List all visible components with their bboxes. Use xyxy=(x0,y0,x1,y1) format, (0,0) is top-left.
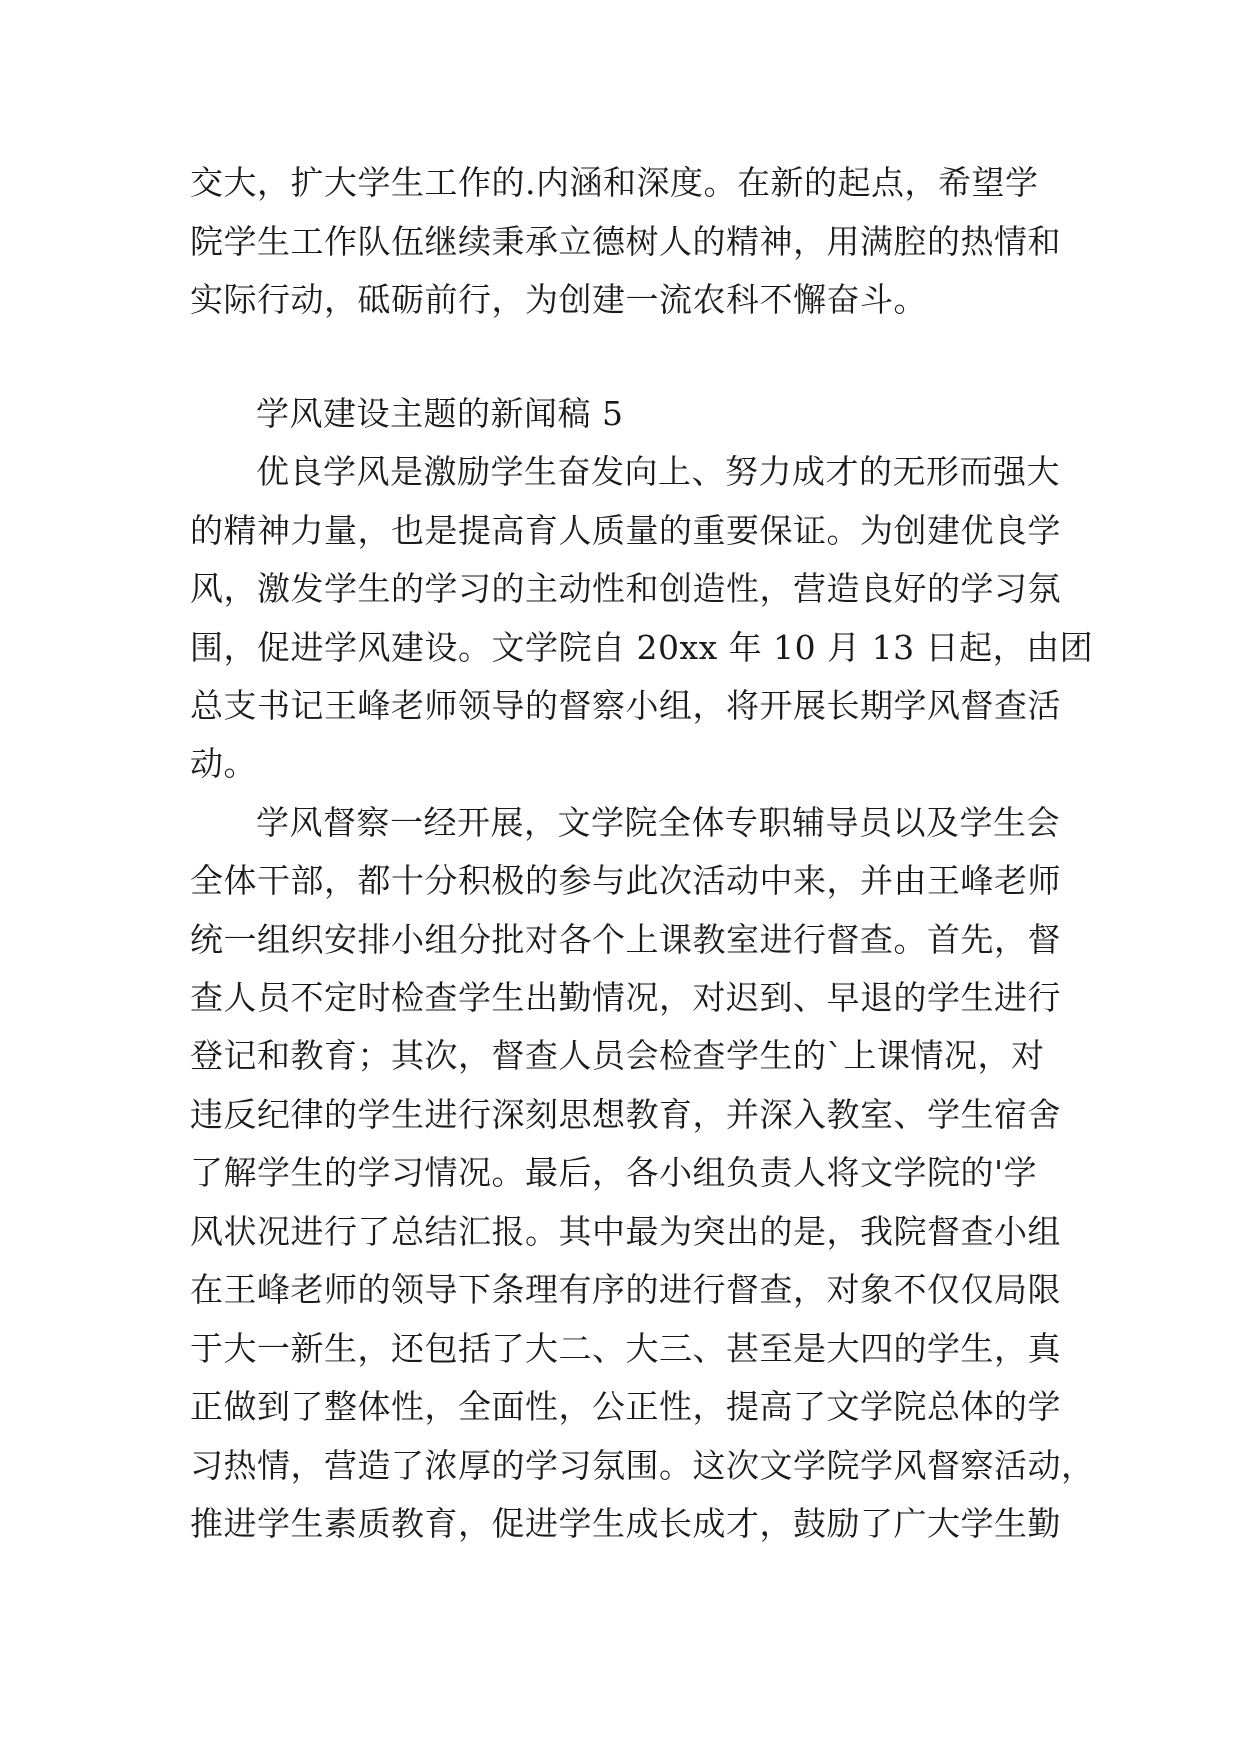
paragraph-2-line-6: 违反纪律的学生进行深刻思想教育，并深入教室、学生宿舍 xyxy=(190,1095,1061,1134)
continuation-line-1: 交大，扩大学生工作的.内涵和深度。在新的起点，希望学 xyxy=(190,163,1039,202)
paragraph-2-line-10: 于大一新生，还包括了大二、大三、甚至是大四的学生，真 xyxy=(190,1329,1061,1368)
paragraph-2-line-3: 统一组织安排小组分批对各个上课教室进行督查。首先，督 xyxy=(190,920,1061,959)
paragraph-1-line-4: 围，促进学风建设。文学院自 20xx 年 10 月 13 日起，由团 xyxy=(190,628,1094,667)
paragraph-2-line-12: 习热情，营造了浓厚的学习氛围。这次文学院学风督察活动， xyxy=(190,1446,1095,1485)
paragraph-2-line-7: 了解学生的学习情况。最后，各小组负责人将文学院的'学 xyxy=(190,1153,1038,1192)
paragraph-2-line-1: 学风督察一经开展，文学院全体专职辅导员以及学生会 xyxy=(256,803,1060,842)
paragraph-2-line-9: 在王峰老师的领导下条理有序的进行督查，对象不仅仅局限 xyxy=(190,1270,1061,1309)
paragraph-2-line-2: 全体干部，都十分积极的参与此次活动中来，并由王峰老师 xyxy=(190,861,1061,900)
paragraph-1-line-6: 动。 xyxy=(190,744,257,783)
paragraph-2-line-13: 推进学生素质教育，促进学生成长成才，鼓励了广大学生勤 xyxy=(190,1504,1061,1543)
paragraph-2-line-11: 正做到了整体性，全面性，公正性，提高了文学院总体的学 xyxy=(190,1387,1061,1426)
paragraph-2-line-8: 风状况进行了总结汇报。其中最为突出的是，我院督查小组 xyxy=(190,1212,1061,1251)
paragraph-1-line-5: 总支书记王峰老师领导的督察小组，将开展长期学风督查活 xyxy=(190,686,1061,725)
section-title: 学风建设主题的新闻稿 5 xyxy=(256,394,624,433)
continuation-line-3: 实际行动，砥砺前行，为创建一流农科不懈奋斗。 xyxy=(190,280,927,319)
continuation-line-2: 院学生工作队伍继续秉承立德树人的精神，用满腔的热情和 xyxy=(190,222,1061,261)
paragraph-2-line-4: 查人员不定时检查学生出勤情况，对迟到、早退的学生进行 xyxy=(190,978,1061,1017)
paragraph-1-line-1: 优良学风是激励学生奋发向上、努力成才的无形而强大 xyxy=(256,452,1060,491)
paragraph-1-line-2: 的精神力量，也是提高育人质量的重要保证。为创建优良学 xyxy=(190,511,1061,550)
paragraph-2-line-5: 登记和教育；其次，督查人员会检查学生的`上课情况，对 xyxy=(190,1036,1045,1075)
paragraph-1-line-3: 风，激发学生的学习的主动性和创造性，营造良好的学习氛 xyxy=(190,569,1061,608)
